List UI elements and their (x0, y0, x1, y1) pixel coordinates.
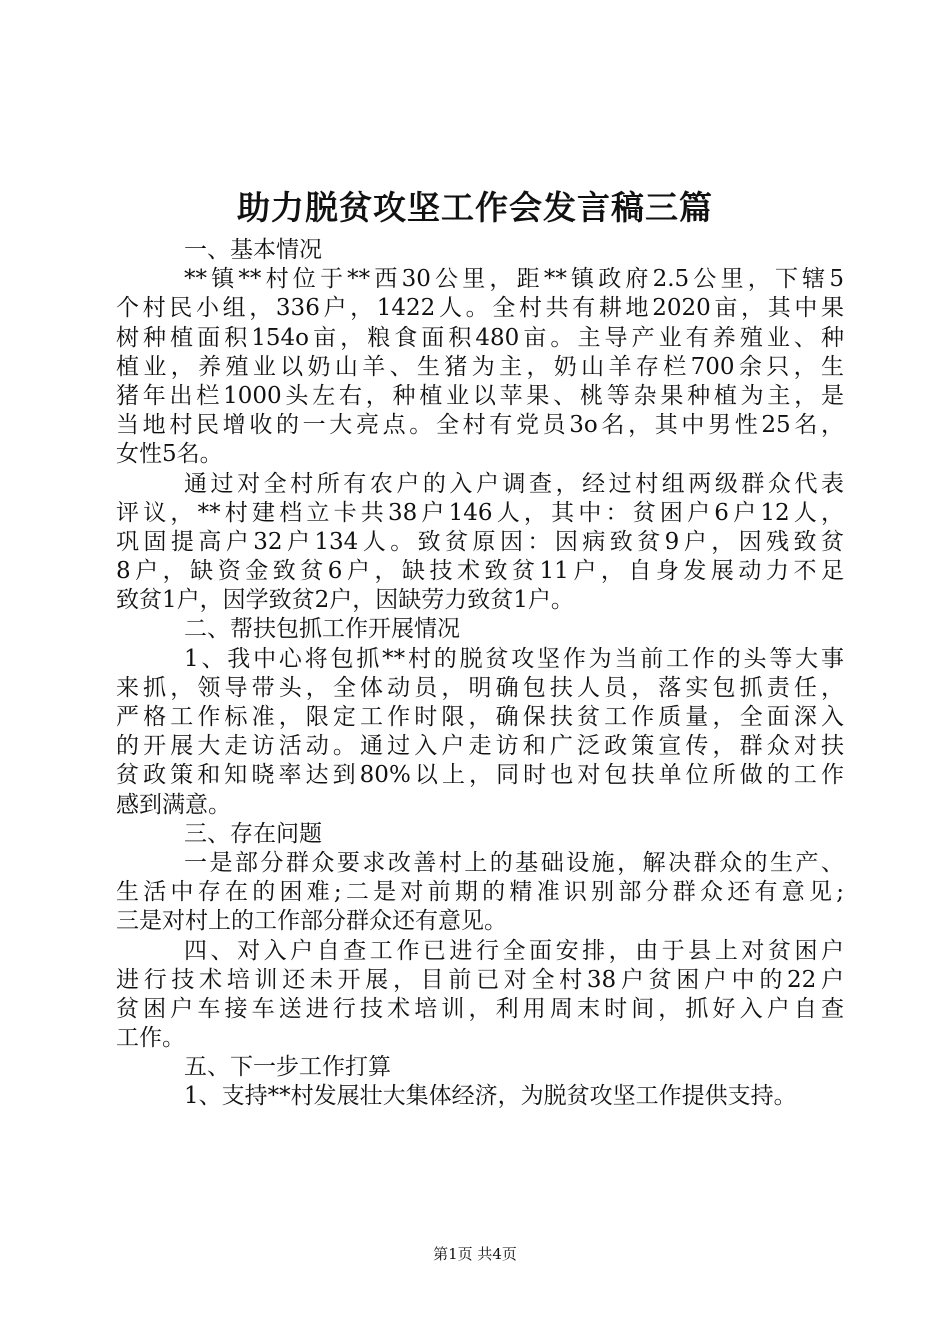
paragraph-line: 生活中存在的困难;二是对前期的精准识别部分群众还有意见; (116, 879, 844, 906)
paragraph-line: 的开展大走访活动。通过入户走访和广泛政策宣传，群众对扶 (116, 733, 844, 760)
paragraph-line: 猪年出栏1000头左右，种植业以苹果、桃等杂果种植为主，是 (116, 382, 844, 409)
paragraph-line: 巩固提高户32户134人。致贫原因：因病致贫9户，因残致贫 (116, 528, 844, 555)
page-number-footer: 第1页 共4页 (433, 1245, 517, 1263)
paragraph-line: 三是对村上的工作部分群众还有意见。 (116, 908, 507, 935)
paragraph-line: 个村民小组，336户，1422人。全村共有耕地2020亩，其中果 (116, 295, 844, 322)
paragraph-line: 贫困户车接车送进行技术培训，利用周末时间，抓好入户自查 (116, 995, 844, 1022)
paragraph-line: **镇**村位于**西30公里，距**镇政府2.5公里，下辖5 (184, 266, 844, 293)
section-heading-basic-situation: 一、基本情况 (184, 237, 322, 263)
paragraph-line: 严格工作标准，限定工作时限，确保扶贫工作质量，全面深入 (116, 704, 844, 730)
section-heading-existing-problems: 三、存在问题 (184, 820, 322, 847)
paragraph-line: 1、支持**村发展壮大集体经济，为脱贫攻坚工作提供支持。 (184, 1083, 797, 1110)
paragraph-line: 评议，**村建档立卡共38户146人，其中：贫困户6户12人， (116, 499, 844, 526)
paragraph-line: 进行技术培训还未开展，目前已对全村38户贫困户中的22户 (116, 966, 844, 993)
paragraph-line: 8户，缺资金致贫6户，缺技术致贫11户，自身发展动力不足 (116, 558, 844, 585)
paragraph-line: 工作。 (116, 1025, 185, 1052)
section-heading-next-steps: 五、下一步工作打算 (184, 1054, 391, 1081)
paragraph-line: 贫政策和知晓率达到80%以上，同时也对包扶单位所做的工作 (116, 762, 844, 789)
paragraph-line: 当地村民增收的一大亮点。全村有党员3o名，其中男性25名， (116, 412, 844, 439)
paragraph-line: 植业，养殖业以奶山羊、生猪为主，奶山羊存栏700余只，生 (116, 353, 844, 380)
paragraph-line: 一是部分群众要求改善村上的基础设施，解决群众的生产、 (184, 849, 844, 876)
paragraph-line: 致贫1户，因学致贫2户，因缺劳力致贫1户。 (116, 587, 574, 614)
paragraph-line: 女性5名。 (116, 441, 223, 468)
section-heading-assistance-work: 二、帮扶包抓工作开展情况 (184, 616, 460, 643)
paragraph-line: 四、对入户自查工作已进行全面安排，由于县上对贫困户 (184, 937, 844, 964)
document-body (116, 236, 844, 1112)
paragraph-line: 来抓，领导带头，全体动员，明确包扶人员，落实包抓责任， (116, 674, 844, 701)
paragraph-line: 1、我中心将包抓**村的脱贫攻坚作为当前工作的头等大事 (184, 645, 844, 672)
paragraph-line: 感到满意。 (116, 791, 231, 818)
document-title: 助力脱贫攻坚工作会发言稿三篇 (237, 188, 713, 227)
paragraph-line: 通过对全村所有农户的入户调查，经过村组两级群众代表 (184, 470, 844, 497)
paragraph-line: 树种植面积154o亩，粮食面积480亩。主导产业有养殖业、种 (116, 324, 844, 351)
